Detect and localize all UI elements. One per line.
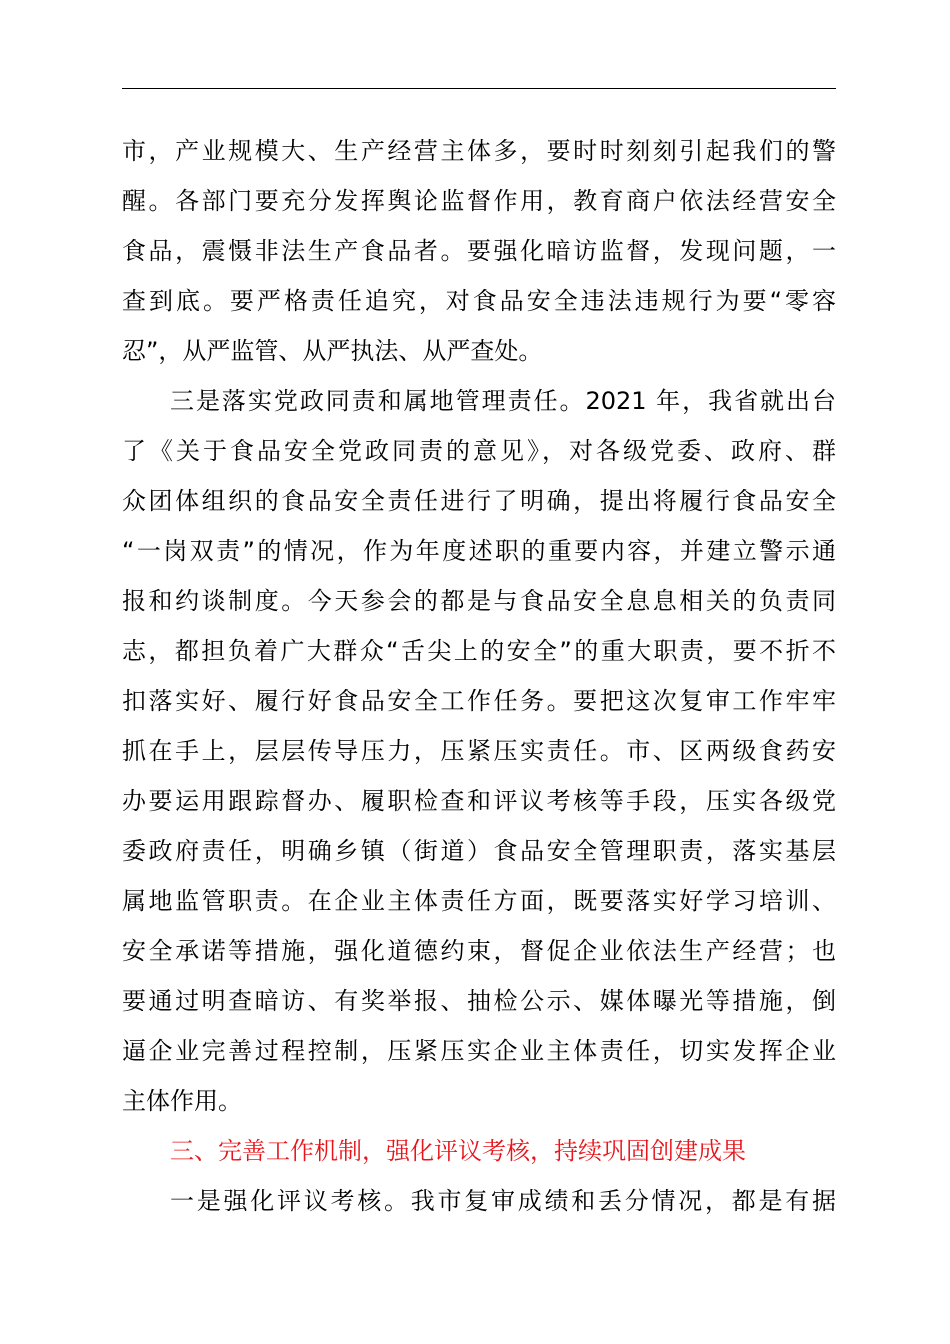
section-heading — [122, 1126, 836, 1176]
paragraph-line: 一是强化评议考核。我市复审成绩和丢分情况，都是有据 — [170, 1187, 836, 1215]
paragraph-line: 报和约谈制度。今天参会的都是与食品安全息息相关的负责同 — [122, 587, 836, 615]
paragraph-line: 查到底。要严格责任追究，对食品安全违法违规行为要“零容 — [122, 287, 836, 315]
paragraph-line: 了《关于食品安全党政同责的意见》，对各级党委、政府、群 — [122, 437, 836, 465]
paragraph-line: 醒。各部门要充分发挥舆论监督作用，教育商户依法经营安全 — [122, 187, 836, 215]
paragraph-line: 扣落实好、履行好食品安全工作任务。要把这次复审工作牢牢 — [122, 687, 836, 715]
paragraph-line: 众团体组织的食品安全责任进行了明确，提出将履行食品安全 — [122, 487, 836, 515]
document-body — [122, 126, 836, 1226]
paragraph-food-safety-supervision — [122, 126, 836, 376]
paragraph-line: 抓在手上，层层传导压力，压紧压实责任。市、区两级食药安 — [122, 737, 836, 765]
paragraph-line: 办要运用跟踪督办、履职检查和评议考核等手段，压实各级党 — [122, 787, 836, 815]
paragraph-line: 主体作用。 — [122, 1087, 242, 1115]
paragraph-line: 志，都担负着广大群众“舌尖上的安全”的重大职责，要不折不 — [122, 637, 836, 665]
section-heading-text: 三、完善工作机制，强化评议考核，持续巩固创建成果 — [170, 1137, 746, 1165]
paragraph-line: “一岗双责”的情况，作为年度述职的重要内容，并建立警示通 — [122, 537, 836, 565]
paragraph-line: 市，产业规模大、生产经营主体多，要时时刻刻引起我们的警 — [122, 137, 836, 165]
paragraph-line: 属地监管职责。在企业主体责任方面，既要落实好学习培训、 — [122, 887, 836, 915]
paragraph-line: 要通过明查暗访、有奖举报、抽检公示、媒体曝光等措施，倒 — [122, 987, 836, 1015]
paragraph-line: 三是落实党政同责和属地管理责任。2021 年，我省就出台 — [170, 387, 836, 415]
paragraph-evaluation-assessment — [122, 1176, 836, 1226]
paragraph-party-government-responsibility — [122, 376, 836, 1126]
paragraph-line: 委政府责任，明确乡镇（街道）食品安全管理职责，落实基层 — [122, 837, 836, 865]
paragraph-line: 食品，震慑非法生产食品者。要强化暗访监督，发现问题，一 — [122, 237, 836, 265]
paragraph-line: 忍”，从严监管、从严执法、从严查处。 — [122, 337, 543, 365]
paragraph-line: 逼企业完善过程控制，压紧压实企业主体责任，切实发挥企业 — [122, 1037, 836, 1065]
paragraph-line: 安全承诺等措施，强化道德约束，督促企业依法生产经营；也 — [122, 937, 836, 965]
header-rule — [122, 88, 836, 89]
